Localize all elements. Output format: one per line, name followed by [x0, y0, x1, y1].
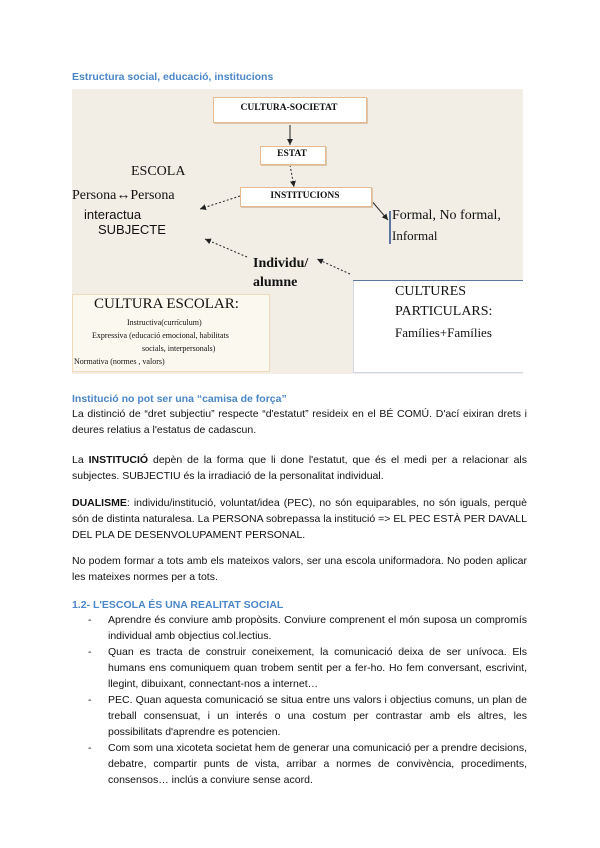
paragraph-institucio [72, 452, 527, 484]
label-escola: ESCOLA [131, 164, 186, 179]
label-persona: Persona↔Persona [72, 188, 175, 203]
label-formal: Formal, No formal, [392, 208, 501, 223]
paragraph-dualisme-bold: DUALISME [72, 497, 127, 509]
box-estat-label: ESTAT [277, 149, 307, 159]
arrow-estat-to-institucions [290, 165, 294, 187]
list-item: - PEC. Quan aquesta comunicació se situa entre uns valors i objectius comuns, un plan de treball consensuat, i un interés o una costum per contrastar amb els altres, les possibilitats d'aprendre es potencien. [88, 692, 527, 740]
diagram-structure [72, 89, 523, 374]
box-institucions-label: INSTITUCIONS [270, 191, 340, 201]
label-alumne: alumne [253, 275, 298, 290]
cultura-escolar-title: CULTURA ESCOLAR: [94, 296, 239, 312]
label-informal: Informal [392, 228, 438, 243]
arrow-cultures-to-individu [317, 259, 350, 274]
box-cultura-societat-label: CULTURA-SOCIETAT [240, 103, 338, 113]
arrow-institucions-to-persona [200, 196, 240, 209]
section-heading-estructura: Estructura social, educació, institucions [72, 71, 274, 83]
list-item: - Com som una xicoteta societat hem de generar una comunicació per a prendre decisions, debatre, compartir punts de vista, arribar a normes de convivència, procediments, consensos… inclús a conviure sense acord. [88, 740, 527, 788]
section-heading-escola: 1.2- L'ESCOLA ÉS UNA REALITAT SOCIAL [72, 599, 284, 611]
bullet-list [88, 612, 527, 788]
cultures-line-3: Famílies+Famílies [395, 325, 492, 340]
list-item: - Quan es tracta de construir coneixement, la comunicació deixa de ser unívoca. Els humans ens comuniquem quan trobem sentit per a fer-ho. Ho fem conversant, escrivint, llegint, dibuixant, connectant-nos a internet… [88, 644, 527, 692]
cultures-line-1: CULTURES [395, 284, 467, 299]
paragraph-institucio-bold: INSTITUCIÓ [88, 454, 149, 466]
label-subjecte: SUBJECTE [98, 222, 166, 237]
paragraph-dret-subjectiu: La distinció de “dret subjectiu” respecte “d'estatut” resideix en el BÉ COMÚ. D'ací eixiran drets i deures relatius a l'estatus de cadascun. [72, 408, 527, 436]
paragraph-institucio-post: depèn de la forma que li done l'estatut, que és el medi per a relacionar als subjectes. SUBJECTIU és la irradiació de la personalitat individual. [72, 454, 527, 482]
cultura-escolar-line-1: Instructiva(currículum) [127, 318, 202, 327]
arrow-institucions-to-formal [370, 199, 388, 220]
paragraph-dualisme [72, 495, 527, 543]
paragraph-institucio-pre: La [72, 454, 89, 466]
cultura-escolar-line-3: socials, interpersonals) [142, 344, 216, 353]
cultura-escolar-line-4: Normativa (normes , valors) [74, 357, 165, 366]
paragraph-dualisme-post: : individu/institució, voluntat/idea (PEC), no són equiparables, no són iguals, perquè són de distinta naturalesa. La PERSONA sobrepassa la institució => EL PEC ESTÀ PER DAVALL DEL PLA DE DESENVOLUPAMENT PERSONAL. [72, 497, 527, 541]
arrow-individu-to-subjecte [205, 239, 247, 257]
label-individu: Individu/ [253, 256, 309, 271]
cultura-escolar-line-2: Expressiva (educació emocional, habilitats [92, 331, 229, 340]
cultures-line-2: PARTICULARS: [395, 304, 493, 319]
list-item: - Aprendre és conviure amb propòsits. Conviure comprenent el món suposa un compromís individual amb objectius col.lectius. [88, 612, 527, 644]
section-heading-institucio: Institució no pot ser una “camisa de força” [72, 393, 287, 405]
label-interactua: interactua [84, 207, 142, 222]
paragraph-valors: No podem formar a tots amb els mateixos valors, ser una escola uniformadora. No poden aplicar les mateixes normes per a tots. [72, 555, 527, 583]
